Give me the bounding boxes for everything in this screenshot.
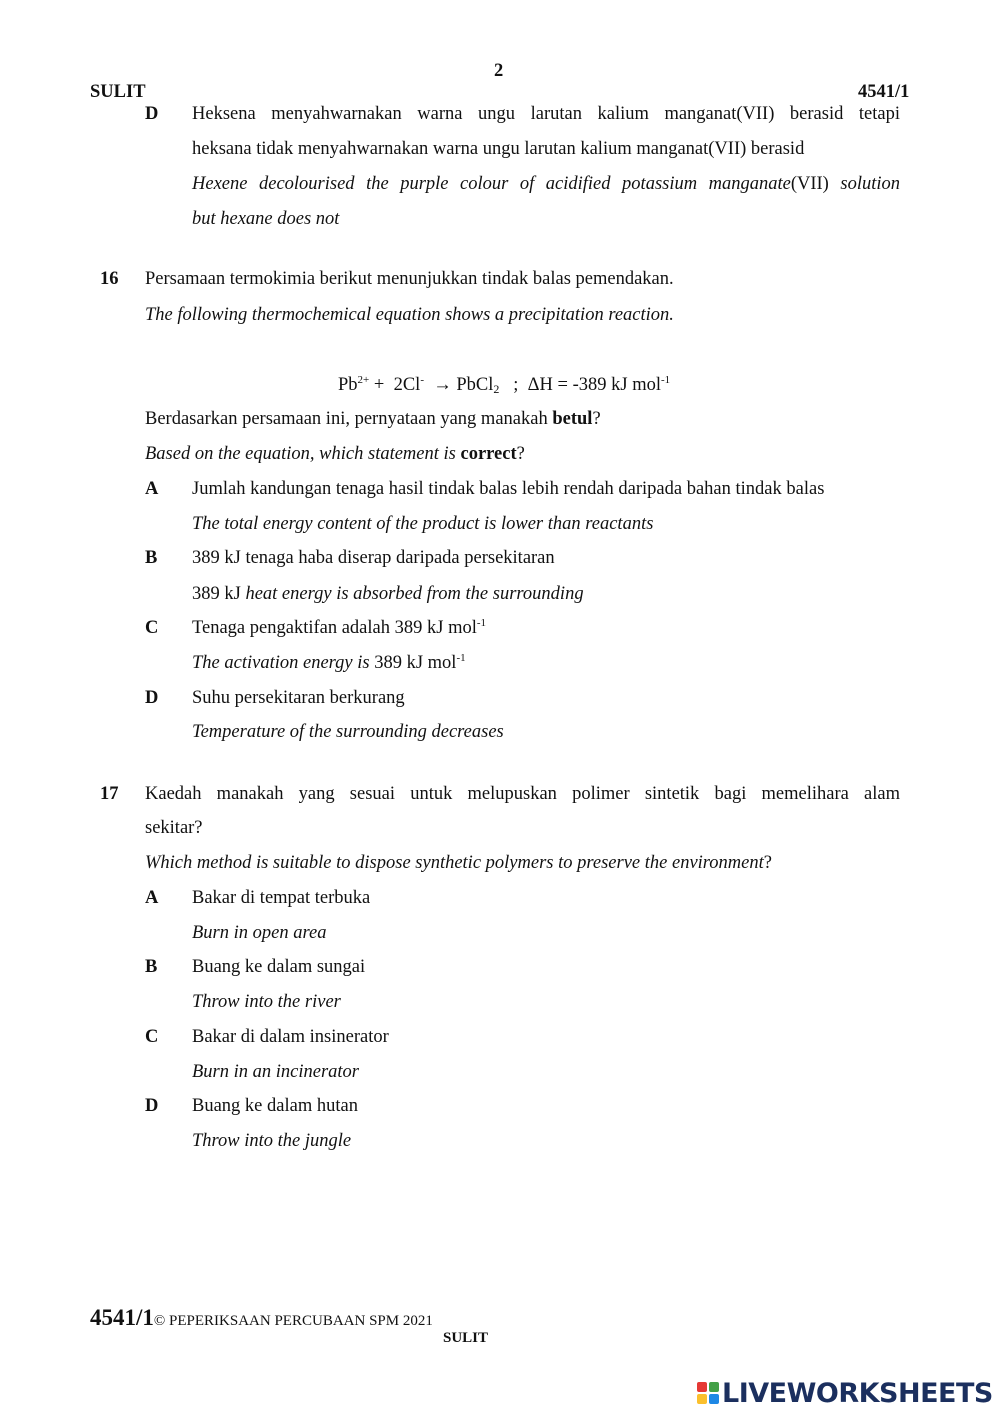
q17-option-d-en: Throw into the jungle — [192, 1131, 352, 1151]
q16-option-c-en-exp: -1 — [456, 652, 466, 664]
q16-option-c-en-text: The activation energy is — [192, 653, 375, 673]
q16-option-b-letter: B — [145, 548, 158, 568]
liveworksheets-logo-icon — [697, 1382, 719, 1404]
footer-copyright: © PEPERIKSAAN PERCUBAAN SPM 2021 — [153, 1313, 433, 1329]
q16-option-b-en — [192, 585, 584, 604]
header-code: 4541/1 — [858, 82, 910, 102]
eq-plus-cl: + 2Cl — [369, 375, 421, 395]
q16-option-b-ms: 389 kJ tenaga haba diserap daripada persekitaran — [192, 548, 555, 568]
q16-option-c-ms-text: Tenaga pengaktifan adalah 389 kJ mol — [192, 618, 477, 638]
q17-option-d-ms: Buang ke dalam hutan — [192, 1096, 358, 1116]
q16-ask-ms-a: Berdasarkan persamaan ini, pernyataan yang manakah — [145, 409, 553, 429]
page-number: 2 — [494, 61, 504, 81]
q17-option-d-letter: D — [145, 1096, 159, 1116]
eq-subscript: 2 — [493, 382, 500, 396]
q17-option-a-letter: A — [145, 888, 159, 908]
eq-delta-h: ; ΔH = -389 kJ mol — [499, 375, 661, 395]
q17-stem-en-q: ? — [763, 853, 772, 873]
q15-option-d-en-line2: but hexane does not — [192, 209, 340, 229]
q16-stem-en: The following thermochemical equation shows a precipitation reaction. — [145, 305, 674, 325]
eq-cl-charge: - — [420, 374, 424, 386]
eq-pb-charge: 2+ — [357, 374, 370, 386]
q16-equation — [338, 376, 670, 395]
footer-line — [90, 1305, 433, 1331]
q16-ask-ms-b: betul — [552, 409, 593, 429]
q15-option-d-letter: D — [145, 104, 159, 124]
q16-option-d-en: Temperature of the surrounding decreases — [192, 722, 504, 742]
eq-exponent: -1 — [661, 374, 671, 386]
q16-option-b-en-prefix: 389 kJ — [192, 584, 246, 604]
q15-option-d-en-line1 — [192, 175, 900, 194]
eq-pb: Pb — [338, 375, 358, 395]
q17-option-b-en: Throw into the river — [192, 992, 341, 1012]
q17-stem-ms-line1: Kaedah manakah yang sesuai untuk melupuskan polimer sintetik bagi memelihara alam — [145, 784, 900, 804]
liveworksheets-text: LIVEWORKSHEETS — [722, 1377, 993, 1409]
q17-option-c-en: Burn in an incinerator — [192, 1062, 360, 1082]
footer-code: 4541/1 — [90, 1305, 154, 1330]
q17-option-c-ms: Bakar di dalam insinerator — [192, 1027, 389, 1047]
q15-option-d-ms-line1: Heksena menyahwarnakan warna ungu larutan kalium manganat(VII) berasid tetapi — [192, 104, 900, 124]
header-sulit: SULIT — [90, 82, 146, 102]
q17-option-a-en: Burn in open area — [192, 923, 327, 943]
q16-option-c-letter: C — [145, 618, 159, 638]
q16-option-a-ms: Jumlah kandungan tenaga hasil tindak balas lebih rendah daripada bahan tindak balas — [192, 479, 825, 499]
q16-option-c-ms — [192, 619, 486, 638]
liveworksheets-watermark — [697, 1376, 993, 1410]
q17-stem-en — [145, 854, 772, 873]
q17-stem-ms-line2: sekitar? — [145, 818, 203, 838]
q17-option-c-letter: C — [145, 1027, 159, 1047]
q16-option-c-ms-exp: -1 — [476, 617, 487, 629]
q16-ask-en-c: ? — [516, 444, 525, 464]
q16-option-b-en-text: heat energy is absorbed from the surrounding — [245, 584, 584, 604]
q16-ask-en-b: correct — [460, 444, 517, 464]
q16-option-a-letter: A — [145, 479, 159, 499]
q16-ask-en-a: Based on the equation, which statement is — [145, 444, 461, 464]
q16-ask-en — [145, 445, 525, 464]
q15-option-d-en-a: Hexene decolourised the purple colour of acidified potassium manganate — [192, 174, 791, 194]
q15-option-d-en-b: (VII) — [790, 174, 829, 194]
q16-option-c-en — [192, 654, 466, 673]
q16-ask-ms — [145, 410, 601, 429]
q16-option-a-en: The total energy content of the product is lower than reactants — [192, 514, 654, 534]
q16-number: 16 — [100, 269, 119, 289]
q16-option-d-letter: D — [145, 688, 159, 708]
q17-option-b-ms: Buang ke dalam sungai — [192, 957, 366, 977]
eq-arrow-product: → PbCl — [423, 375, 494, 395]
footer-sulit: SULIT — [443, 1330, 489, 1346]
q17-number: 17 — [100, 784, 119, 804]
q15-option-d-ms-line2: heksana tidak menyahwarnakan warna ungu larutan kalium manganat(VII) berasid — [192, 139, 805, 159]
q16-stem-ms: Persamaan termokimia berikut menunjukkan tindak balas pemendakan. — [145, 269, 674, 289]
q17-option-a-ms: Bakar di tempat terbuka — [192, 888, 371, 908]
q15-option-d-en-c: solution — [828, 174, 900, 194]
q16-option-d-ms: Suhu persekitaran berkurang — [192, 688, 405, 708]
q16-option-c-en-value: 389 kJ mol — [374, 653, 457, 673]
q16-ask-ms-c: ? — [592, 409, 601, 429]
q17-stem-en-text: Which method is suitable to dispose synthetic polymers to preserve the environment — [145, 853, 764, 873]
q17-option-b-letter: B — [145, 957, 158, 977]
